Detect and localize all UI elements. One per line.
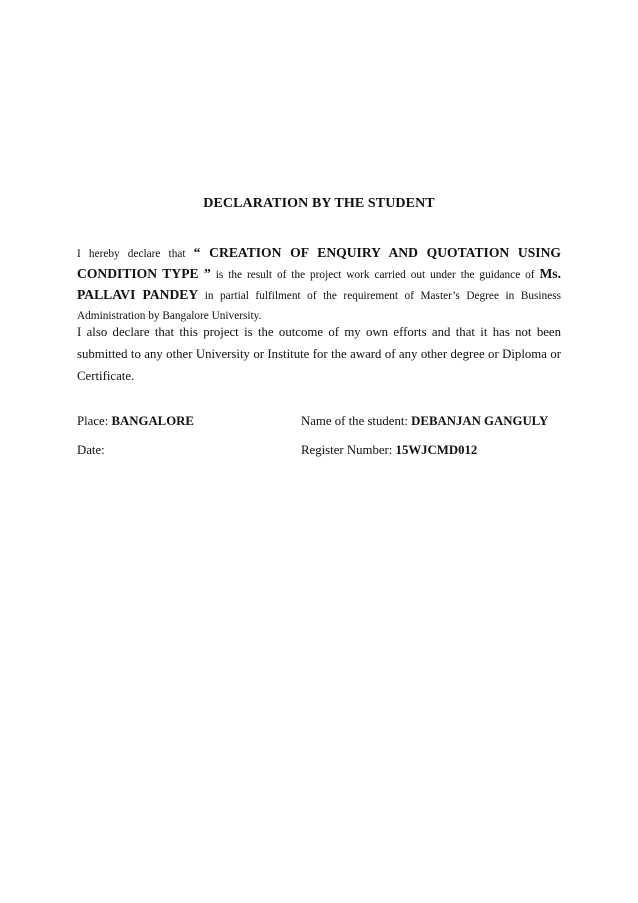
- student-name-value: DEBANJAN GANGULY: [411, 414, 549, 428]
- guide-name: Ms. PALLAVI PANDEY: [77, 266, 561, 302]
- register-number-value: 15WJCMD012: [395, 443, 478, 457]
- paragraph-middle: is the result of the project work carried out under the guidance of: [210, 269, 540, 281]
- place-field: [77, 414, 194, 429]
- place-label: Place:: [77, 414, 112, 428]
- paragraph-lead: I hereby declare that: [77, 248, 194, 260]
- register-number-label: Register Number:: [301, 443, 396, 457]
- declaration-title: DECLARATION BY THE STUDENT: [203, 196, 435, 211]
- place-value: BANGALORE: [111, 414, 194, 428]
- student-name-field: [301, 414, 548, 429]
- declaration-paragraph: [77, 243, 561, 326]
- originality-paragraph: I also declare that this project is the outcome of my own efforts and that it has not been submitted to any other University or Institute for the award of any other degree or Diploma or Certificate.: [77, 325, 561, 383]
- date-label: Date:: [77, 443, 105, 457]
- student-name-label: Name of the student:: [301, 414, 412, 428]
- register-number-field: [301, 443, 477, 458]
- paragraph-tail: in partial fulfilment of the requirement of Master’s Degree in Business Administration by Bangalore University.: [77, 290, 561, 322]
- project-title: “ CREATION OF ENQUIRY AND QUOTATION USING CONDITION TYPE ”: [77, 245, 561, 281]
- date-field: [77, 443, 105, 458]
